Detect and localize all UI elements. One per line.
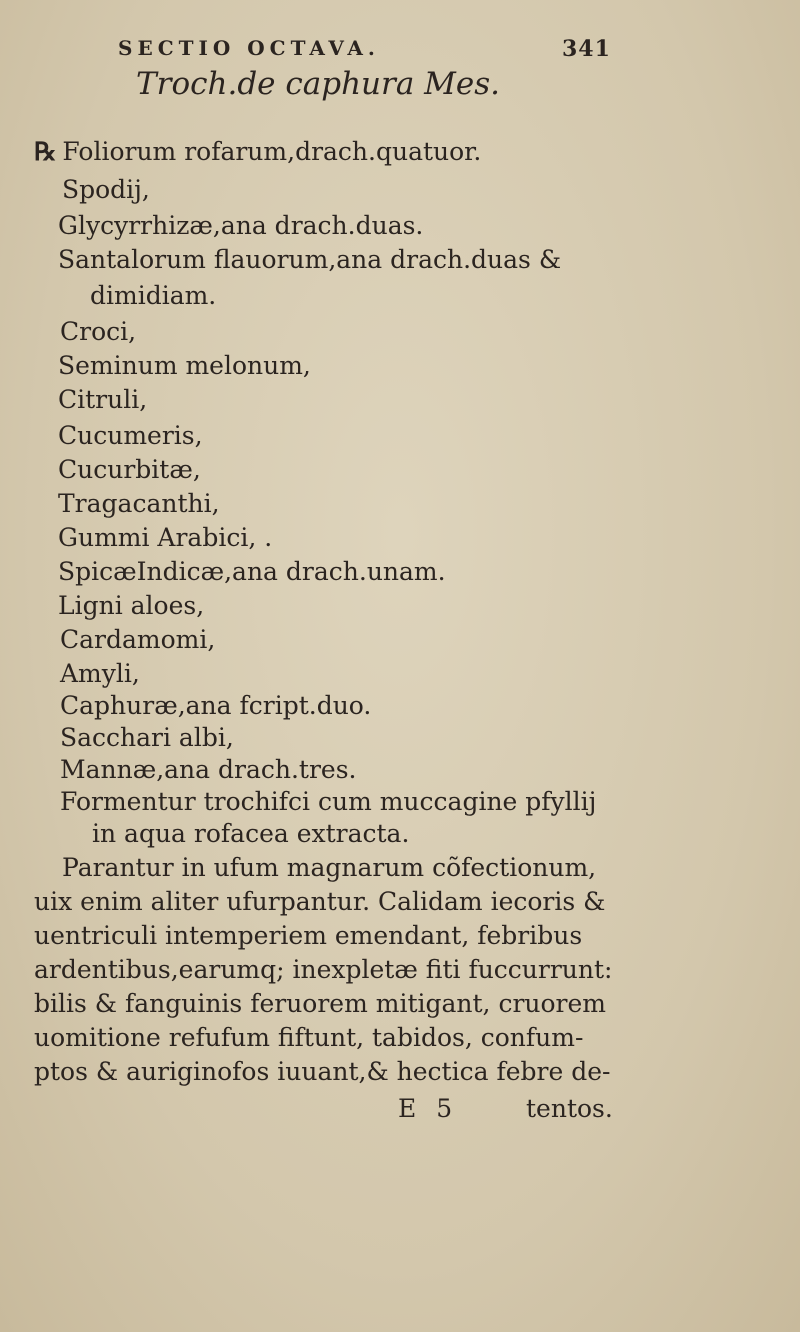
- recipe-line: SpicæIndicæ,ana drach.unam.: [58, 557, 446, 586]
- signature-mark: E 5: [398, 1094, 459, 1123]
- recipe-line: ℞ Foliorum rofarum,drach.quatuor.: [34, 137, 482, 166]
- recipe-title: Troch.de caphura Mes.: [136, 66, 501, 102]
- recipe-line: in aqua rofacea extracta.: [92, 819, 410, 848]
- recipe-line: Mannæ,ana drach.tres.: [60, 755, 357, 784]
- prose-line: uomitione refufum fiftunt, tabidos, confum-: [34, 1023, 584, 1052]
- recipe-line: Glycyrrhizæ,ana drach.duas.: [58, 211, 424, 240]
- prose-line: uix enim aliter ufurpantur. Calidam iecoris &: [34, 887, 606, 916]
- recipe-line: Citruli,: [58, 385, 148, 414]
- recipe-line: Formentur trochifci cum muccagine pfyllij: [60, 787, 597, 816]
- prose-line: uentriculi intemperiem emendant, febribus: [34, 921, 583, 950]
- recipe-line: Cucurbitæ,: [58, 455, 201, 484]
- prose-line: bilis & fanguinis feruorem mitigant, cruorem: [34, 989, 606, 1018]
- recipe-line: Gummi Arabici, .: [58, 523, 273, 552]
- recipe-line: dimidiam.: [90, 281, 217, 310]
- recipe-line: Cardamomi,: [60, 625, 216, 654]
- prose-line: Parantur in ufum magnarum cõfectionum,: [62, 853, 597, 882]
- prose-line: ardentibus,earumq; inexpletæ fiti fuccurrunt:: [34, 955, 613, 984]
- recipe-line: Cucumeris,: [58, 421, 203, 450]
- page-number: 341: [562, 36, 611, 62]
- catchword: tentos.: [526, 1094, 613, 1123]
- recipe-line: Santalorum flauorum,ana drach.duas &: [58, 245, 562, 274]
- recipe-line: Tragacanthi,: [58, 489, 220, 518]
- recipe-line: Amyli,: [60, 659, 140, 688]
- recipe-line: Ligni aloes,: [58, 591, 205, 620]
- recipe-line: Seminum melonum,: [58, 351, 311, 380]
- recipe-line: Croci,: [60, 317, 137, 346]
- prose-line: ptos & auriginofos iuuant,& hectica febre de-: [34, 1057, 611, 1086]
- recipe-line: Caphuræ,ana fcript.duo.: [60, 691, 372, 720]
- recipe-line: Spodij,: [62, 175, 150, 204]
- recipe-line: Sacchari albi,: [60, 723, 234, 752]
- recipe-symbol: ℞: [34, 137, 57, 166]
- running-title: SECTIO OCTAVA.: [118, 36, 380, 60]
